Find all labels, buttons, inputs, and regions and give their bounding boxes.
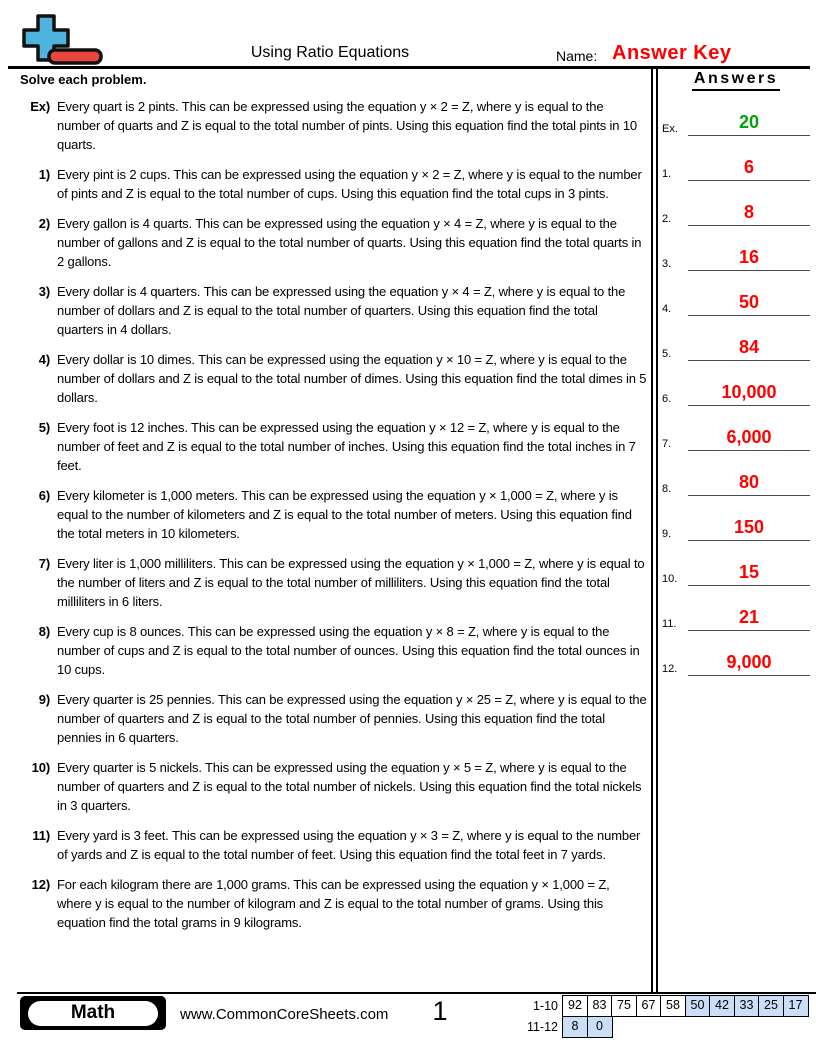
problem-number: 3) [38, 284, 50, 299]
problem-text: Every yard is 3 feet. This can be expressed using the equation y × 3 = Z, where y is equal to the number of yards and Z is equal to the total number of feet. Using this equation find the total feet in 7 yards. [57, 828, 641, 862]
problem-text: Every liter is 1,000 milliliters. This can be expressed using the equation y × 1,000 = Z, where y is equal to the number of liters and Z is equal to the total number of milliliters. Using this equation find the total milliliters in 6 liters. [57, 556, 645, 609]
answers-divider [651, 68, 658, 993]
problem-text: Every quart is 2 pints. This can be expressed using the equation y × 2 = Z, where y is equal to the number of quarts and Z is equal to the total number of pints. Using this equation find the total pints in 10 quarts. [57, 99, 637, 152]
answers-title: Answers [662, 70, 810, 91]
answer-label: 6. [662, 393, 672, 405]
problem-text: Every foot is 12 inches. This can be expressed using the equation y × 12 = Z, where y is equal to the number of feet and Z is equal to the total number of inches. Using this equation find the total inches in 7 feet. [57, 420, 636, 473]
answer-value: 150 [688, 518, 810, 541]
name-value: Answer Key [612, 42, 732, 64]
problem-10 [22, 758, 647, 815]
answers-panel [662, 70, 810, 676]
answer-label: 2. [662, 213, 672, 225]
answer-row-3 [662, 226, 810, 271]
header-divider [8, 66, 810, 69]
answer-row-9 [662, 496, 810, 541]
problem-6 [22, 486, 647, 543]
problem-text: Every pint is 2 cups. This can be expressed using the equation y × 2 = Z, where y is equal to the number of pints and Z is equal to the total number of cups. Using this equation find the total cups in 3 pints. [57, 167, 642, 201]
problem-number: 10) [31, 760, 50, 775]
answer-label: 11. [662, 618, 677, 630]
answer-label: 8. [662, 483, 672, 495]
problem-7 [22, 554, 647, 611]
problem-text: Every quarter is 25 pennies. This can be expressed using the equation y × 25 = Z, where y is equal to the number of quarters and Z is equal to the total number of pennies. Using this equation find the total pennies in 6 quarters. [57, 692, 647, 745]
answer-row-11 [662, 586, 810, 631]
score-row-label: 1-10 [532, 999, 558, 1013]
answer-value: 10,000 [688, 383, 810, 406]
problems-list [22, 97, 647, 943]
problem-text: Every gallon is 4 quarts. This can be expressed using the equation y × 4 = Z, where y is equal to the number of gallons and Z is equal to the total number of quarts. Using this equation find the total quarts in 2 gallons. [57, 216, 642, 269]
problem-3 [22, 282, 647, 339]
answer-value: 15 [688, 563, 810, 586]
problem-text: Every dollar is 4 quarters. This can be expressed using the equation y × 4 = Z, where y is equal to the number of dollars and Z is equal to the total number of quarters. Using this equation find the total quarters in 4 dollars. [57, 284, 626, 337]
answer-value: 16 [688, 248, 810, 271]
problem-number: 5) [38, 420, 50, 435]
problem-number: 6) [38, 488, 50, 503]
problem-number: 9) [38, 692, 50, 707]
problem-number: 7) [38, 556, 50, 571]
answer-label: 1. [662, 168, 672, 180]
answer-value: 20 [688, 113, 810, 136]
problem-1 [22, 165, 647, 203]
score-row-label: 11-12 [526, 1019, 558, 1034]
answer-label: 7. [662, 438, 672, 450]
answer-label: Ex. [662, 123, 678, 135]
score-cell: 83 [587, 995, 613, 1017]
problem-text: For each kilogram there are 1,000 grams. This can be expressed using the equation y × 1,000 = Z, where y is equal to the number of kilogram and Z is equal to the total number of grams. Using this equation find the total grams in 9 kilograms. [57, 877, 610, 930]
score-cell: 8 [562, 1016, 588, 1038]
problem-8 [22, 622, 647, 679]
answer-label: 3. [662, 258, 672, 270]
score-table [520, 995, 809, 1038]
score-cell: 25 [758, 995, 784, 1017]
answer-row-7 [662, 406, 810, 451]
problem-number: 4) [38, 352, 50, 367]
answer-row-10 [662, 541, 810, 586]
answer-row-1 [662, 136, 810, 181]
answer-row-6 [662, 361, 810, 406]
problem-11 [22, 826, 647, 864]
problem-text: Every cup is 8 ounces. This can be expressed using the equation y × 8 = Z, where y is equal to the number of cups and Z is equal to the total number of ounces. Using this equation find the total ounces in 10 cups. [57, 624, 640, 677]
name-label: Name: [556, 48, 598, 64]
problem-9 [22, 690, 647, 747]
answer-value: 50 [688, 293, 810, 316]
score-cell: 33 [734, 995, 760, 1017]
problem-text: Every dollar is 10 dimes. This can be expressed using the equation y × 10 = Z, where y is equal to the number of dollars and Z is equal to the total number of dimes. Using this equation find the total dimes in 5 dollars. [57, 352, 647, 405]
website-text: www.CommonCoreSheets.com [180, 1006, 389, 1023]
subject-badge [20, 996, 166, 1030]
answer-row-2 [662, 181, 810, 226]
problem-number: 1) [38, 167, 50, 182]
footer-divider [17, 992, 816, 994]
problem-text: Every kilometer is 1,000 meters. This can be expressed using the equation y × 1,000 = Z, where y is equal to the number of kilometers and Z is equal to the total number of meters. Using this equation find the total meters in 10 kilometers. [57, 488, 632, 541]
page-title: Using Ratio Equations [250, 44, 410, 61]
answer-value: 6,000 [688, 428, 810, 451]
answer-value: 21 [688, 608, 810, 631]
problem-number: 11) [32, 828, 50, 843]
instructions: Solve each problem. [20, 72, 147, 87]
problem-4 [22, 350, 647, 407]
problem-number: Ex) [30, 99, 50, 114]
answer-row-5 [662, 316, 810, 361]
answer-row-8 [662, 451, 810, 496]
page-number: 1 [432, 996, 448, 1026]
answer-value: 8 [688, 203, 810, 226]
answer-label: 9. [662, 528, 672, 540]
answer-label: 5. [662, 348, 672, 360]
score-cell: 50 [685, 995, 711, 1017]
answer-row-ex [662, 91, 810, 136]
problem-ex [22, 97, 647, 154]
answer-row-12 [662, 631, 810, 676]
answer-value: 80 [688, 473, 810, 496]
problem-number: 12) [31, 877, 50, 892]
minus-icon [49, 50, 101, 63]
score-row-1-10 [520, 995, 809, 1017]
problem-12 [22, 875, 647, 932]
score-cell: 17 [783, 995, 809, 1017]
answer-value: 9,000 [688, 653, 810, 676]
problem-5 [22, 418, 647, 475]
problem-text: Every quarter is 5 nickels. This can be expressed using the equation y × 5 = Z, where y is equal to the number of quarters and Z is equal to the total number of nickels. Using this equation find the total nickels in 3 quarters. [57, 760, 642, 813]
score-cell: 58 [660, 995, 686, 1017]
problem-2 [22, 214, 647, 271]
answer-value: 84 [688, 338, 810, 361]
commoncoresheets-logo-icon [16, 14, 106, 71]
answer-value: 6 [688, 158, 810, 181]
score-cell: 92 [562, 995, 588, 1017]
score-cell: 0 [587, 1016, 613, 1038]
answer-label: 4. [662, 303, 672, 315]
answer-label: 12. [662, 663, 678, 675]
score-cell: 75 [611, 995, 637, 1017]
problem-number: 8) [38, 624, 50, 639]
score-cell: 67 [636, 995, 662, 1017]
answer-row-4 [662, 271, 810, 316]
problem-number: 2) [38, 216, 50, 231]
score-row-11-12 [520, 1016, 809, 1038]
subject-label: Math [28, 1001, 158, 1026]
answer-label: 10. [662, 573, 678, 585]
score-cell: 42 [709, 995, 735, 1017]
